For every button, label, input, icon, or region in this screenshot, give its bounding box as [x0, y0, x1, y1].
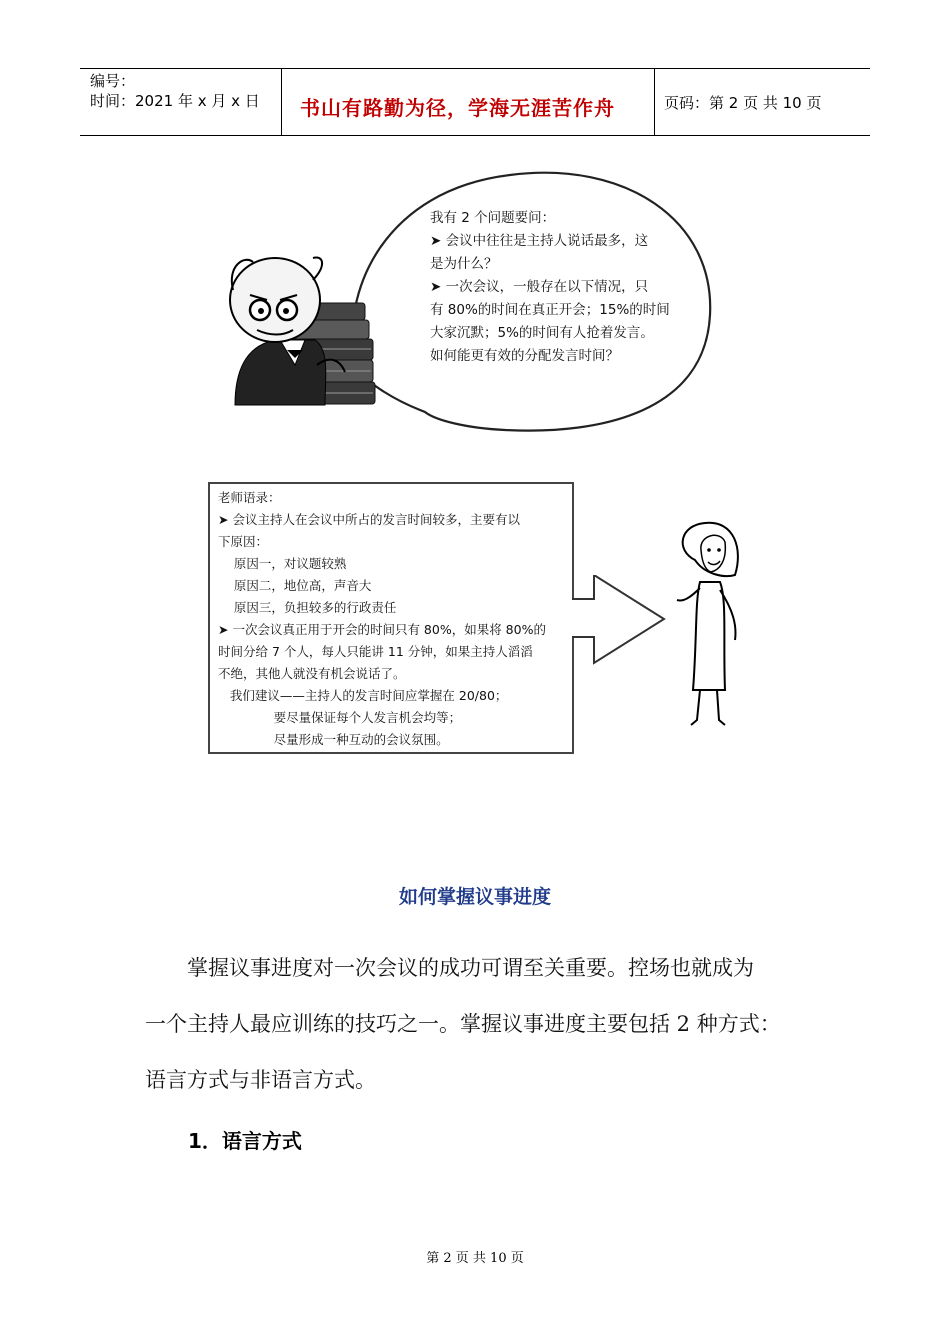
- header-bottom-rule: [80, 135, 870, 136]
- bubble-line: 有 80%的时间在真正开会；15%的时间: [430, 302, 670, 318]
- subsection-heading: 1．语言方式: [188, 1129, 302, 1153]
- quote-line: 我们建议——主持人的发言时间应掌握在 20/80；: [218, 688, 508, 703]
- quote-line: 尽量形成一种互动的会议氛围。: [218, 732, 449, 747]
- speech-bubble-text: [430, 207, 670, 368]
- header-divider-left: [281, 68, 282, 136]
- arrow-icon: [572, 575, 672, 665]
- section-paragraph: [145, 940, 781, 1108]
- header-top-rule: [80, 68, 870, 69]
- header-motto: 书山有路勤为径，学海无涯苦作舟: [300, 96, 615, 120]
- quote-line: 不绝，其他人就没有机会说话了。: [218, 666, 406, 681]
- paragraph-line: 一个主持人最应训练的技巧之一。掌握议事进度主要包括 2 种方式：: [145, 1012, 781, 1036]
- bubble-line: 如何能更有效的分配发言时间？: [430, 348, 619, 364]
- bubble-line: ➤ 一次会议，一般存在以下情况，只: [430, 279, 649, 295]
- quote-line: 时间分给 7 个人，每人只能讲 11 分钟，如果主持人滔滔: [218, 644, 533, 659]
- bubble-line: ➤ 会议中往往是主持人说话最多，这: [430, 233, 649, 249]
- quote-line: 原因三，负担较多的行政责任: [218, 600, 397, 615]
- bubble-line: 是为什么？: [430, 256, 498, 272]
- page-footer: 第 2 页 共 10 页: [426, 1251, 524, 1266]
- quote-line: 原因二，地位高，声音大: [218, 578, 372, 593]
- quote-line: ➤ 会议主持人在会议中所占的发言时间较多，主要有以: [218, 512, 520, 527]
- document-number-label: 编号：: [90, 72, 136, 90]
- quote-line: 老师语录：: [218, 490, 281, 505]
- bubble-line: 大家沉默；5%的时间有人抢着发言。: [430, 325, 654, 341]
- paragraph-line: 掌握议事进度对一次会议的成功可谓至关重要。控场也就成为: [187, 956, 754, 980]
- teacher-quote-text: [218, 487, 546, 751]
- header-divider-right: [654, 68, 655, 136]
- quote-line: 原因一，对议题较熟: [218, 556, 347, 571]
- bubble-line: 我有 2 个问题要问：: [430, 210, 556, 226]
- quote-line: 要尽量保证每个人发言机会均等；: [218, 710, 462, 725]
- quote-line: ➤ 一次会议真正用于开会的时间只有 80%，如果将 80%的: [218, 622, 546, 637]
- teacher-character-icon: [665, 520, 755, 730]
- paragraph-line: 语言方式与非语言方式。: [145, 1068, 376, 1092]
- quote-line: 下原因：: [218, 534, 269, 549]
- section-title: 如何掌握议事进度: [398, 886, 551, 908]
- page-number-label: 页码：第 2 页 共 10 页: [664, 94, 822, 112]
- document-date-label: 时间：2021 年 x 月 x 日: [90, 92, 260, 110]
